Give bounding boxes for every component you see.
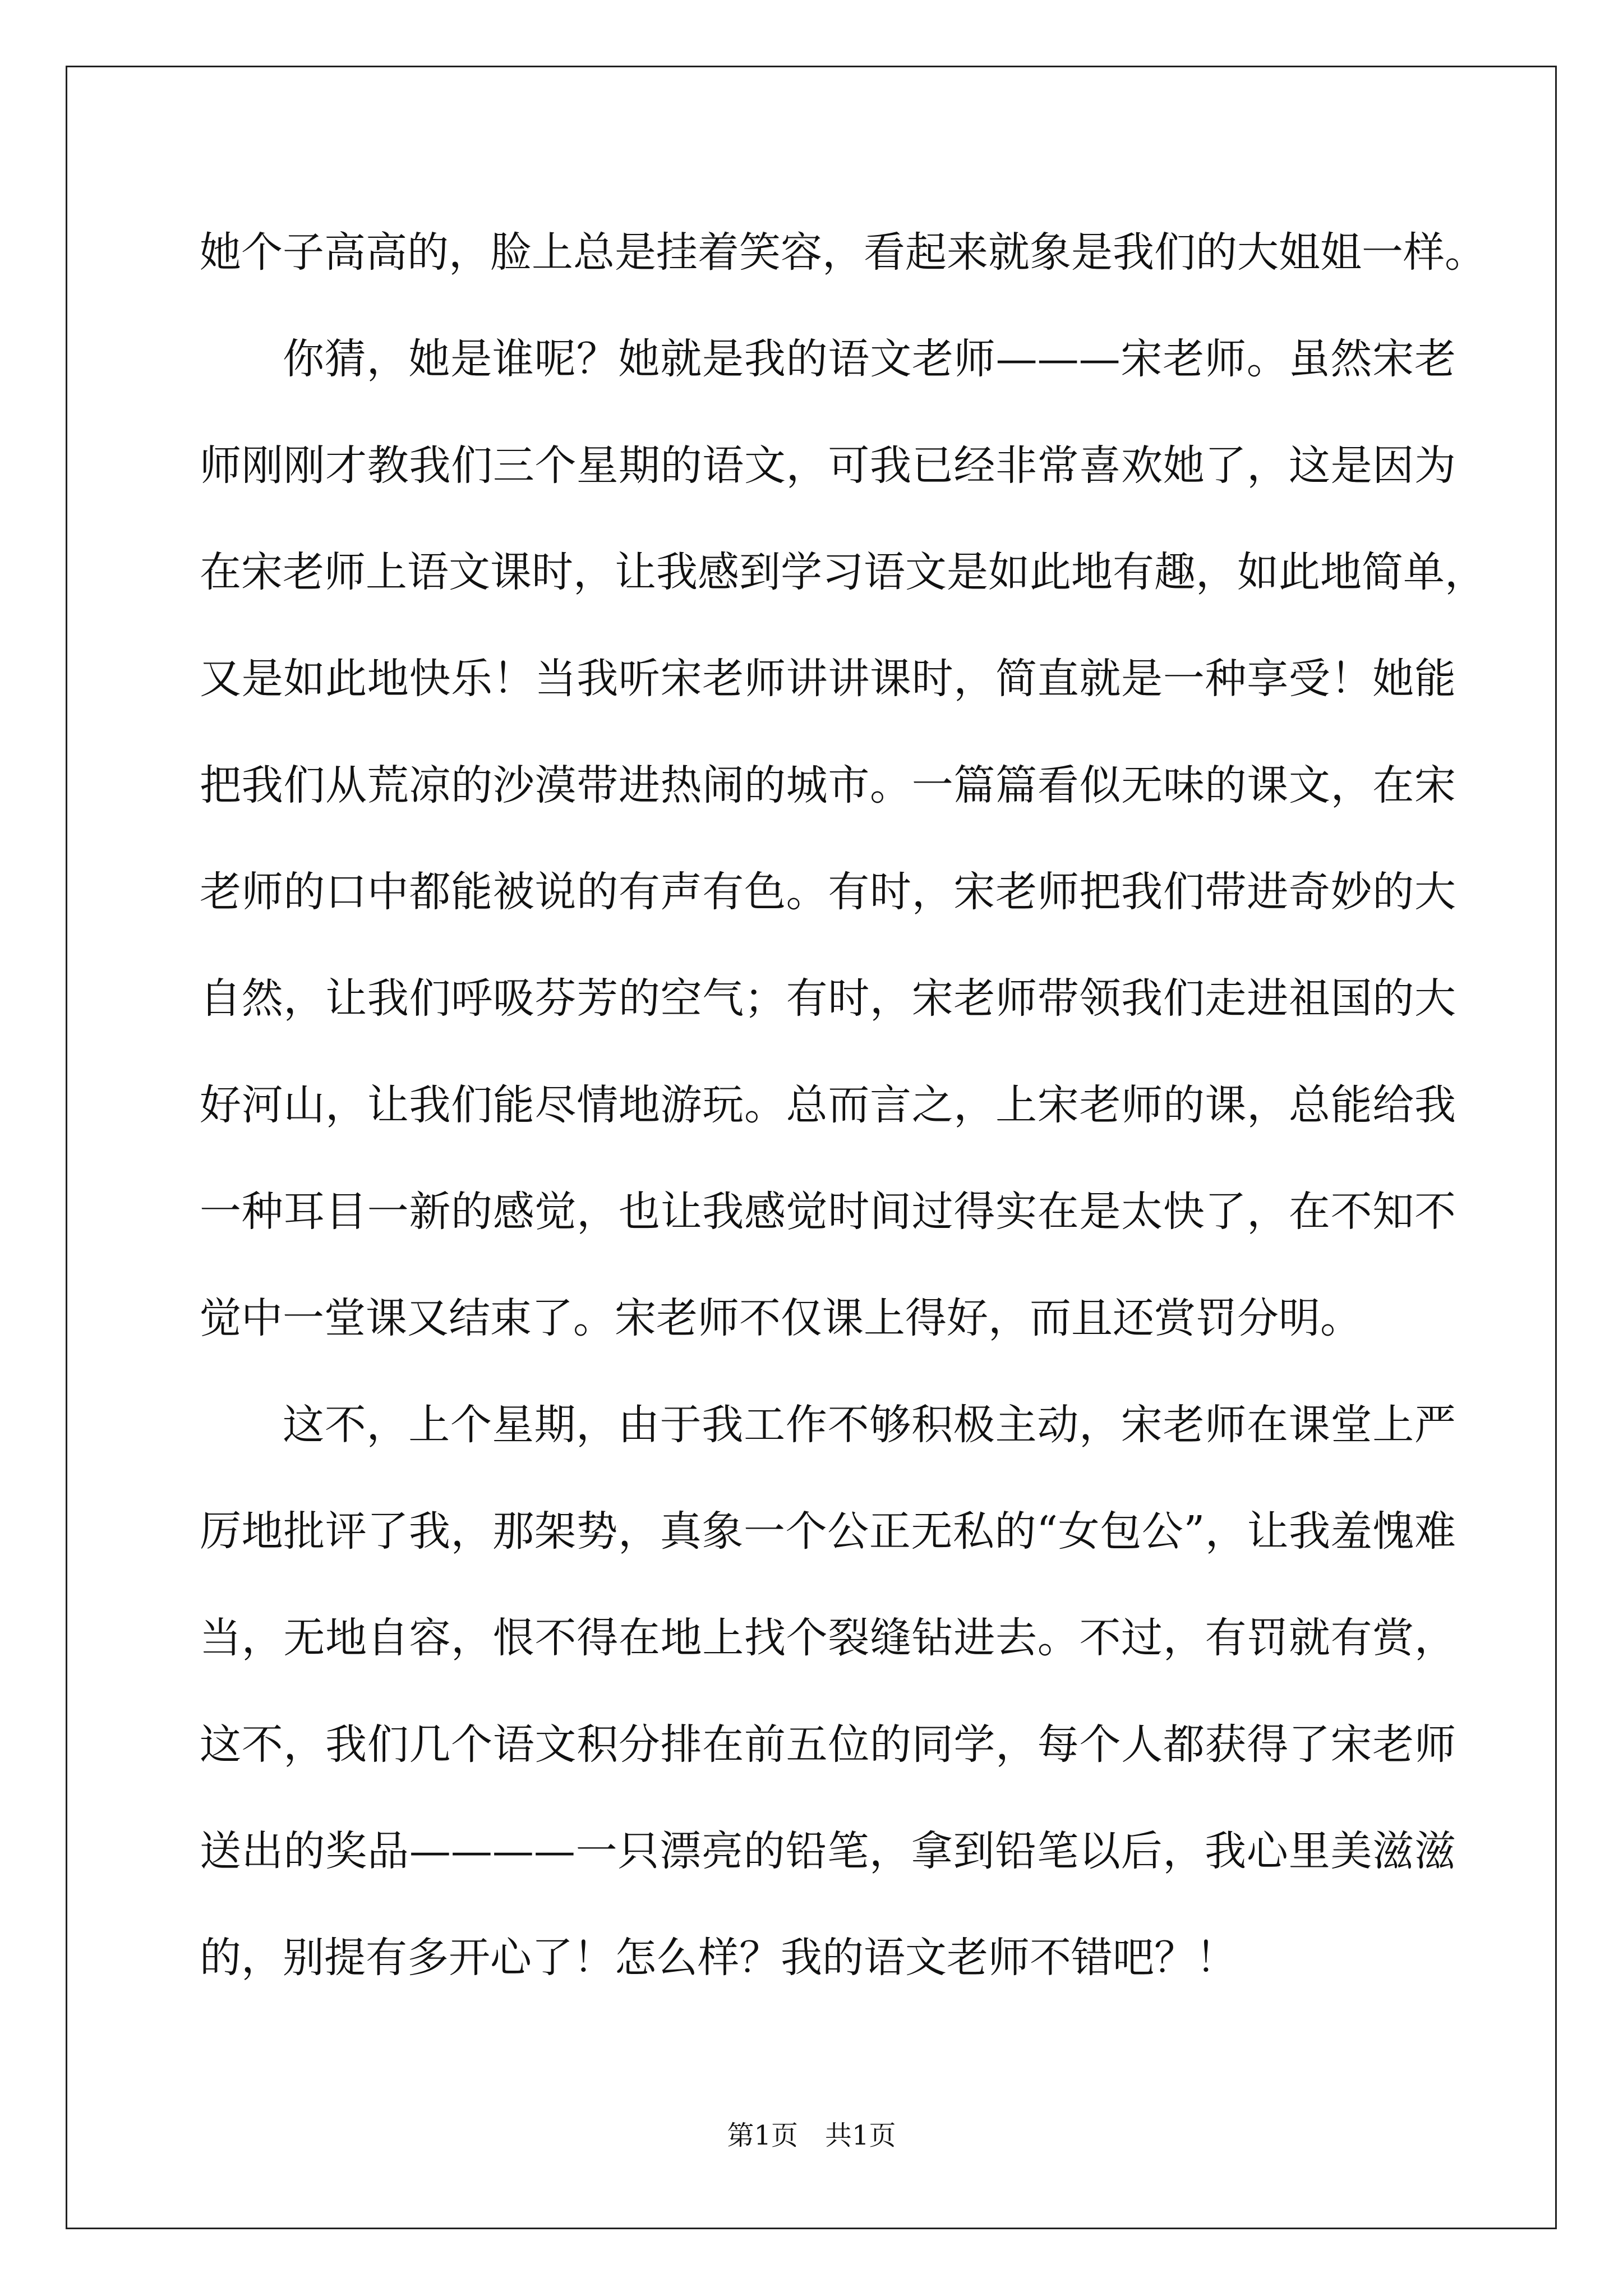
text-line-12: 这不，上个星期，由于我工作不够积极主动，宋老师在课堂上严 [283, 1401, 1456, 1449]
text-line-3: 师刚刚才教我们三个星期的语文，可我已经非常喜欢她了，这是因为 [200, 441, 1456, 490]
text-line-4: 在宋老师上语文课时，让我感到学习语文是如此地有趣，如此地简单， [200, 548, 1486, 596]
text-line-13: 厉地批评了我，那架势，真象一个公正无私的“女包公”，让我羞愧难 [200, 1507, 1456, 1556]
text-line-6: 把我们从荒凉的沙漠带进热闹的城市。一篇篇看似无味的课文，在宋 [200, 761, 1456, 809]
text-line-10: 一种耳目一新的感觉，也让我感觉时间过得实在是太快了，在不知不 [200, 1188, 1456, 1236]
text-line-5: 又是如此地快乐！当我听宋老师讲讲课时，简直就是一种享受！她能 [200, 655, 1456, 703]
text-line-11: 觉中一堂课又结束了。宋老师不仅课上得好，而且还赏罚分明。 [200, 1294, 1362, 1342]
text-line-17: 的，别提有多开心了！怎么样？我的语文老师不错吧？！ [200, 1934, 1237, 1982]
text-line-2: 你猜，她是谁呢？她就是我的语文老师———宋老师。虽然宋老 [283, 335, 1456, 383]
text-line-1: 她个子高高的，脸上总是挂着笑容，看起来就象是我们的大姐姐一样。 [200, 228, 1486, 277]
text-line-16: 送出的奖品————一只漂亮的铅笔，拿到铅笔以后，我心里美滋滋 [200, 1827, 1456, 1875]
page-number-footer: 第1页 共1页 [727, 2120, 896, 2151]
text-line-9: 好河山，让我们能尽情地游玩。总而言之，上宋老师的课，总能给我 [200, 1081, 1456, 1129]
text-line-7: 老师的口中都能被说的有声有色。有时，宋老师把我们带进奇妙的大 [200, 868, 1456, 916]
text-line-8: 自然，让我们呼吸芬芳的空气；有时，宋老师带领我们走进祖国的大 [200, 974, 1456, 1023]
text-line-14: 当，无地自容，恨不得在地上找个裂缝钻进去。不过，有罚就有赏， [200, 1614, 1456, 1662]
text-line-15: 这不，我们几个语文积分排在前五位的同学，每个人都获得了宋老师 [200, 1720, 1456, 1769]
